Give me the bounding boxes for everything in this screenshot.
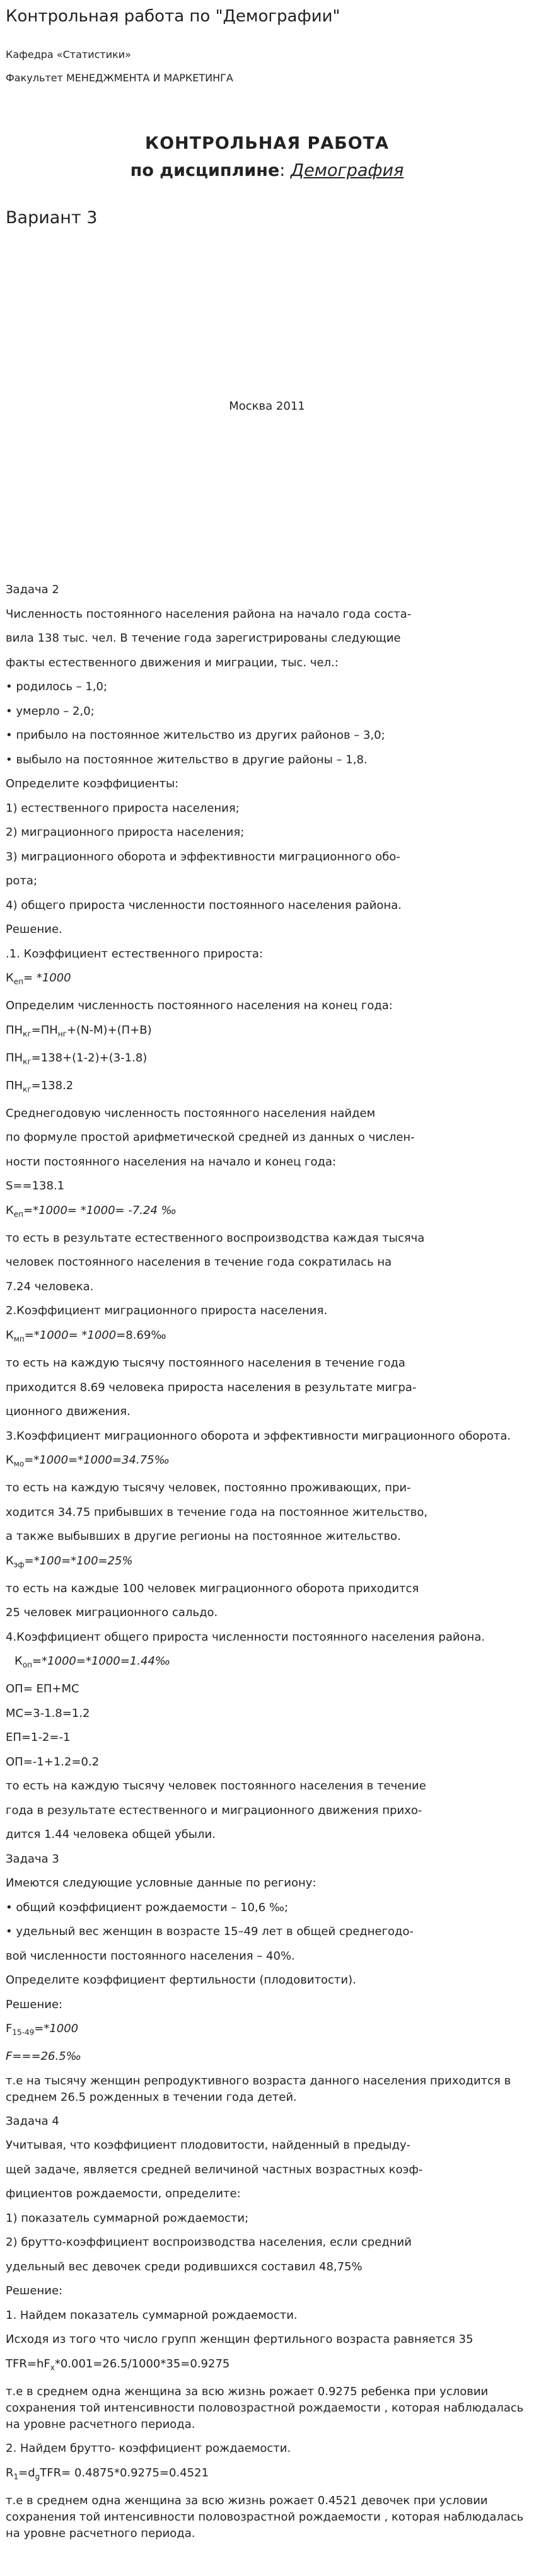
task2-line: 4) общего прироста численности постоянного населения района. <box>6 898 402 912</box>
task3-line: Определите коэффициент фертильности (плодовитости). <box>6 1973 356 1987</box>
task2-line: ОП=-1+1.2=0.2 <box>6 1755 100 1769</box>
page-title: Контрольная работа по "Демографии" <box>6 7 340 26</box>
task4-heading: Задача 4 <box>6 2114 59 2128</box>
task2-line: S==138.1 <box>6 1179 65 1193</box>
task2-bullet: • родилось – 1,0; <box>6 680 108 693</box>
task2-bullet: • прибыло на постоянное жительство из других районов – 3,0; <box>6 729 385 742</box>
formula-migration-growth: $К_{мп}=*1000=$ *1000=8.69‰ <box>6 1328 166 1344</box>
formula-fertility-result: F===26.5‰ <box>6 2050 81 2064</box>
task2-line: Среднегодовую численность постоянного населения найдем <box>6 1106 376 1120</box>
task4-tfr-conclusion: т.е в среднем одна женщина за всю жизнь рожает 0.9275 ребенка при условии сохранения той интенсивности половозрастной рождаемости , которая наблюдалась на уровне расчетного периода. <box>6 2385 524 2432</box>
discipline-line <box>0 161 534 180</box>
task2-line: то есть на каждую тысячу человек постоянного населения в течение <box>6 1779 426 1793</box>
task2-line: 25 человек миграционного сальдо. <box>6 1606 218 1620</box>
task2-line: 1) естественного прироста населения; <box>6 801 240 815</box>
city-year: Москва 2011 <box>229 400 305 413</box>
variant-label: Вариант 3 <box>6 208 98 228</box>
formula-tfr: $TFR=hF_x*0.001=26.5/1000*35=0.9275$ <box>6 2357 230 2372</box>
task2-line: Определим численность постоянного населения на конец года: <box>6 999 393 1013</box>
task4-line: Решение: <box>6 2284 63 2298</box>
task2-line: ционного движения. <box>6 1405 131 1419</box>
task3-line: вой численности постоянного населения – 40%. <box>6 1949 295 1963</box>
task2-line: ности постоянного населения на начало и конец года: <box>6 1155 337 1169</box>
task2-line: то есть на каждую тысячу постоянного населения в течение года <box>6 1356 405 1370</box>
formula-fertility: $F_{15-49}=*1000$ <box>6 2022 79 2037</box>
task2-line: дится 1.44 человека общей убыли. <box>6 1828 216 1842</box>
task3-conclusion: т.е на тысячу женщин репродуктивного возраста данного населения приходится в среднем 26.5 рожденных в течении года детей. <box>6 2074 511 2104</box>
task3-line: Имеются следующие условные данные по региону: <box>6 1876 316 1890</box>
task4-line: фициентов рождаемости, определите: <box>6 2187 241 2201</box>
task2-line: рота; <box>6 874 38 887</box>
task2-line: по формуле простой арифметической средней из данных о числен- <box>6 1131 415 1145</box>
task2-line: Численность постоянного населения района на начало года соста- <box>6 607 412 621</box>
task2-line: приходится 8.69 человека прироста населения в результате мигра- <box>6 1380 417 1394</box>
formula-population-end: $ПН_{кг}=ПН_{нг}+(N-M)+(П+В)$ <box>6 1023 152 1039</box>
formula-population-end: $ПН_{кг}=138.2$ <box>6 1078 74 1094</box>
task4-line: удельный вес девочек среди родившихся составил 48,75% <box>6 2260 363 2273</box>
task4-line: Исходя из того что число групп женщин фертильного возраста равняется 35 <box>6 2333 473 2347</box>
task2-line: то есть на каждую тысячу человек, постоянно проживающих, при- <box>6 1481 411 1495</box>
task2-line: то есть в результате естественного воспроизводства каждая тысяча <box>6 1231 425 1245</box>
task2-heading: Задача 2 <box>6 583 59 596</box>
task4-line: 2) брутто-коэффициент воспроизводства населения, если средний <box>6 2236 412 2250</box>
work-title: КОНТРОЛЬНАЯ РАБОТА <box>145 134 389 153</box>
task2-line: факты естественного движения и миграции, тыс. чел.: <box>6 656 339 669</box>
task2-line: 3.Коэффициент миграционного оборота и эффективности миграционного оборота. <box>6 1429 511 1443</box>
task3-bullet: • общий коэффициент рождаемости – 10,6 ‰; <box>6 1900 289 1914</box>
task2-line: 7.24 человека. <box>6 1279 94 1293</box>
discipline-subject: Демография <box>290 161 404 180</box>
task2-line: 4.Коэффициент общего прироста численности постоянного населения района. <box>6 1630 485 1644</box>
faculty-line: Факультет МЕНЕДЖМЕНТА И МАРКЕТИНГА <box>6 72 233 84</box>
formula-natural-growth: $К_{еп}= *1000$ <box>6 971 71 986</box>
task4-line: Учитывая, что коэффициент плодовитости, найденный в предыду- <box>6 2139 411 2152</box>
task2-line: ЕП=1-2=-1 <box>6 1731 71 1745</box>
discipline-colon: : <box>279 161 286 180</box>
task2-line: МС=3-1.8=1.2 <box>6 1706 90 1720</box>
task2-line: а также выбывших в другие регионы на постоянное жительство. <box>6 1530 401 1544</box>
task2-line: 2) миграционного прироста населения; <box>6 826 245 839</box>
task2-line: ОП= ЕП+МС <box>6 1682 79 1696</box>
formula-migration-turnover: $К_{мо}=*1000=*1000=34.75‰$ <box>6 1453 170 1469</box>
task4-line: 2. Найдем брутто- коэффициент рождаемости. <box>6 2442 291 2456</box>
task2-bullet: • умерло – 2,0; <box>6 704 95 718</box>
task2-line: человек постоянного населения в течение года сократилась на <box>6 1256 392 1269</box>
task2-line: Решение. <box>6 923 62 936</box>
formula-migration-efficiency: $К_{эф}=*100=*100=25\%$ <box>6 1554 133 1569</box>
task2-line: то есть на каждые 100 человек миграционного оборота приходится <box>6 1581 419 1595</box>
formula-population-end: $ПН_{кг}=138+(1-2)+(3-1.8)$ <box>6 1051 148 1066</box>
task3-line: Решение: <box>6 1997 63 2011</box>
task4-line: щей задаче, является средней величиной частных возрастных коэф- <box>6 2163 423 2176</box>
task4-gross-conclusion: т.е в среднем одна женщина за всю жизнь рожает 0.4521 девочек при условии сохранения той интенсивности половозрастной рождаемости , которая наблюдалась на уровне расчетного периода. <box>6 2493 524 2540</box>
task4-line: 1. Найдем показатель суммарной рождаемости. <box>6 2308 298 2322</box>
task3-bullet: • удельный вес женщин в возрасте 15–49 лет в общей среднегодо- <box>6 1925 414 1939</box>
task2-bullet: • выбыло на постоянное жительство в другие районы – 1,8. <box>6 753 368 766</box>
task2-line: 3) миграционного оборота и эффективности миграционного обо- <box>6 850 400 863</box>
discipline-prefix: по дисциплине <box>130 161 280 180</box>
department-line: Кафедра «Статистики» <box>6 49 131 61</box>
task2-line: ходится 34.75 прибывших в течение года на постоянное жительство, <box>6 1505 428 1519</box>
task2-line: Определите коэффициенты: <box>6 777 179 790</box>
formula-total-growth: $К_{оп}=*1000=*1000=1.44‰$ <box>15 1655 171 1670</box>
task2-line: 2.Коэффициент миграционного прироста населения. <box>6 1304 328 1318</box>
task4-line: 1) показатель суммарной рождаемости; <box>6 2211 249 2225</box>
document-body <box>6 578 529 2546</box>
formula-gross-reproduction: $R_1=d_gTFR= 0.4875*0.9275=0.4521$ <box>6 2466 209 2481</box>
task2-line: .1. Коэффициент естественного прироста: <box>6 947 263 961</box>
task2-line: вила 138 тыс. чел. В течение года зарегистрированы следующие <box>6 632 401 645</box>
task2-line: года в результате естественного и миграционного движения прихо- <box>6 1803 422 1817</box>
task3-heading: Задача 3 <box>6 1852 59 1866</box>
formula-natural-growth-result: $К_{еп}=*1000= *1000= -7.24$ ‰ <box>6 1203 177 1219</box>
